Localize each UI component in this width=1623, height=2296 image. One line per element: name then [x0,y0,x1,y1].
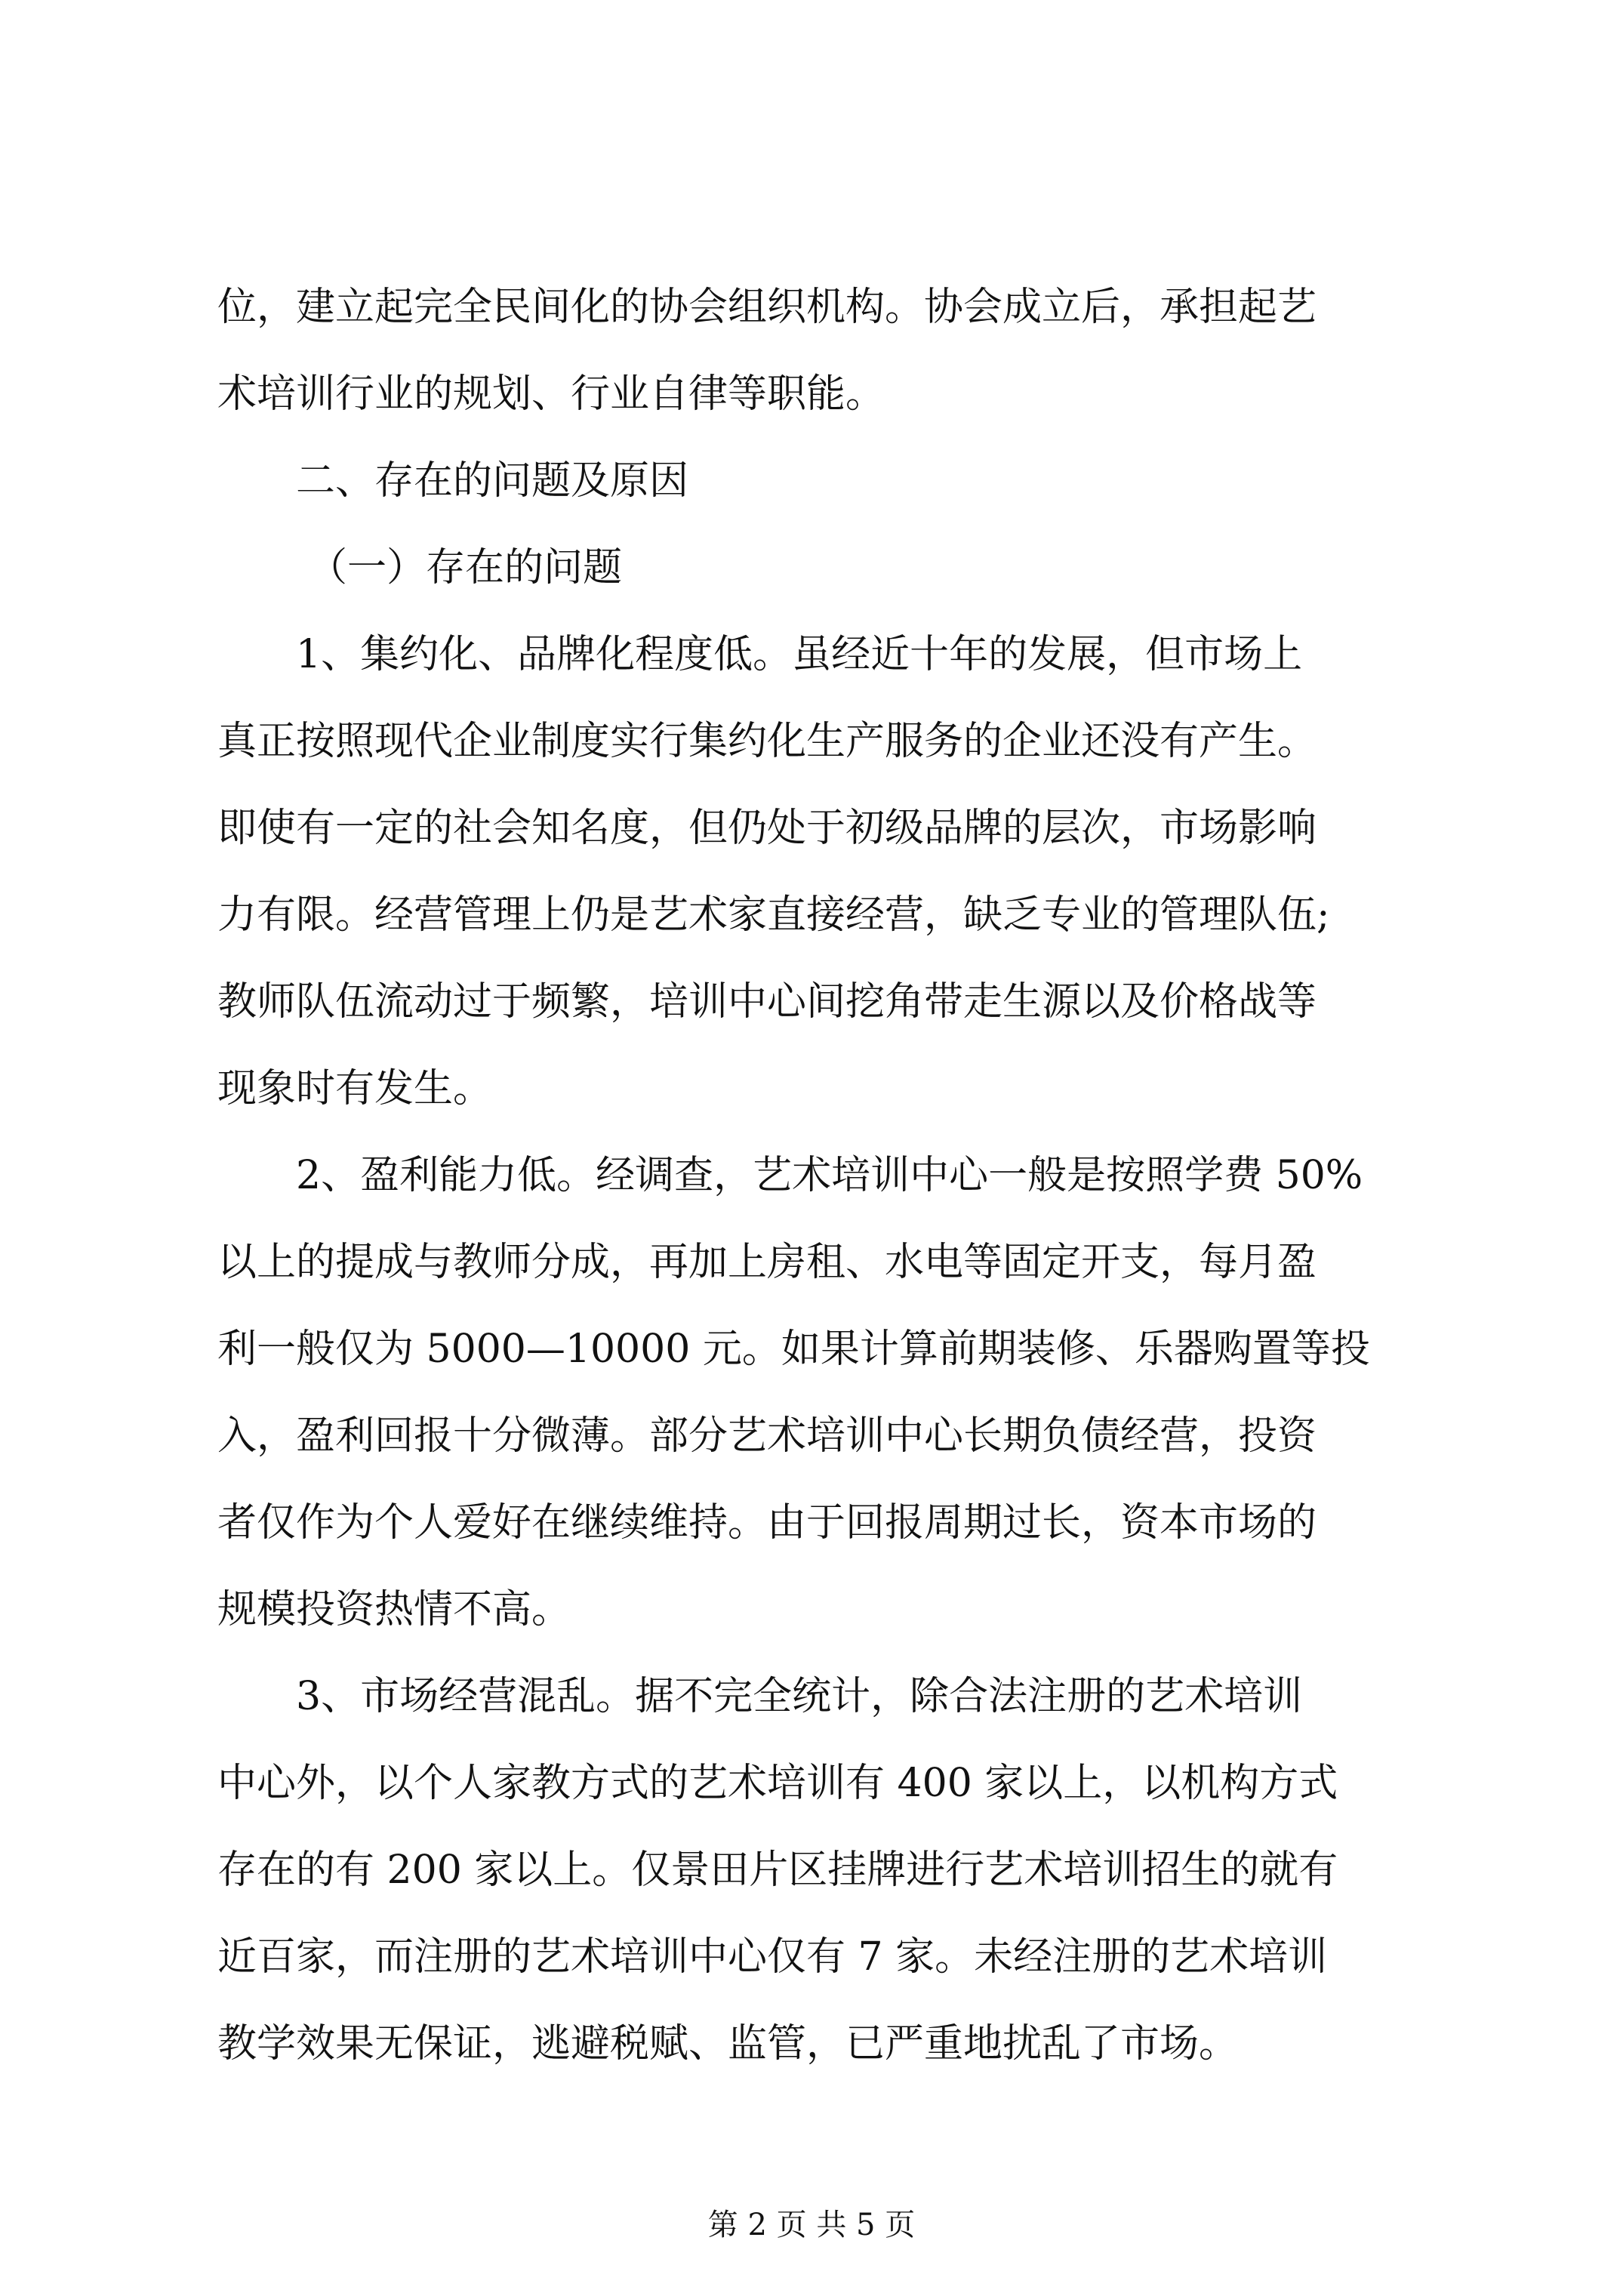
subsection-heading: （一）存在的问题 [308,545,623,590]
document-body [217,264,1410,2088]
text-line: 者仅作为个人爱好在继续维持。由于回报周期过长，资本市场的 [217,1500,1317,1546]
text-line: 中心外，以个人家教方式的艺术培训有 400 家以上，以机构方式 [217,1761,1338,1806]
text-line: 以上的提成与教师分成，再加上房租、水电等固定开支，每月盈 [217,1240,1317,1285]
paragraph-start: 1、集约化、品牌化程度低。虽经近十年的发展，但市场上 [296,632,1303,677]
paragraph-start: 3、市场经营混乱。据不完全统计，除合法注册的艺术培训 [296,1674,1303,1719]
text-line: 入，盈利回报十分微薄。部分艺术培训中心长期负债经营，投资 [217,1413,1317,1459]
text-line: 教师队伍流动过于频繁，培训中心间挖角带走生源以及价格战等 [217,979,1317,1025]
text-line: 即使有一定的社会知名度，但仍处于初级品牌的层次，市场影响 [217,806,1317,851]
text-line: 现象时有发生。 [217,1066,493,1111]
text-line: 术培训行业的规划、行业自律等职能。 [217,371,885,417]
text-line: 存在的有 200 家以上。仅景田片区挂牌进行艺术培训招生的就有 [217,1848,1338,1893]
text-line: 规模投资热情不高。 [217,1587,571,1632]
text-line: 位，建立起完全民间化的协会组织机构。协会成立后，承担起艺 [217,285,1317,330]
section-heading: 二、存在的问题及原因 [296,458,689,504]
text-line: 利一般仅为 5000—10000 元。如果计算前期装修、乐器购置等投 [217,1327,1370,1372]
text-line: 真正按照现代企业制度实行集约化生产服务的企业还没有产生。 [217,719,1317,764]
text-line: 近百家，而注册的艺术培训中心仅有 7 家。未经注册的艺术培训 [217,1934,1328,1980]
page-footer: 第 2 页 共 5 页 [707,2208,916,2242]
paragraph-start: 2、盈利能力低。经调查，艺术培训中心一般是按照学费 50% [296,1153,1363,1198]
text-line: 教学效果无保证，逃避税赋、监管，已严重地扰乱了市场。 [217,2021,1239,2066]
text-line: 力有限。经营管理上仍是艺术家直接经营，缺乏专业的管理队伍; [217,892,1330,938]
